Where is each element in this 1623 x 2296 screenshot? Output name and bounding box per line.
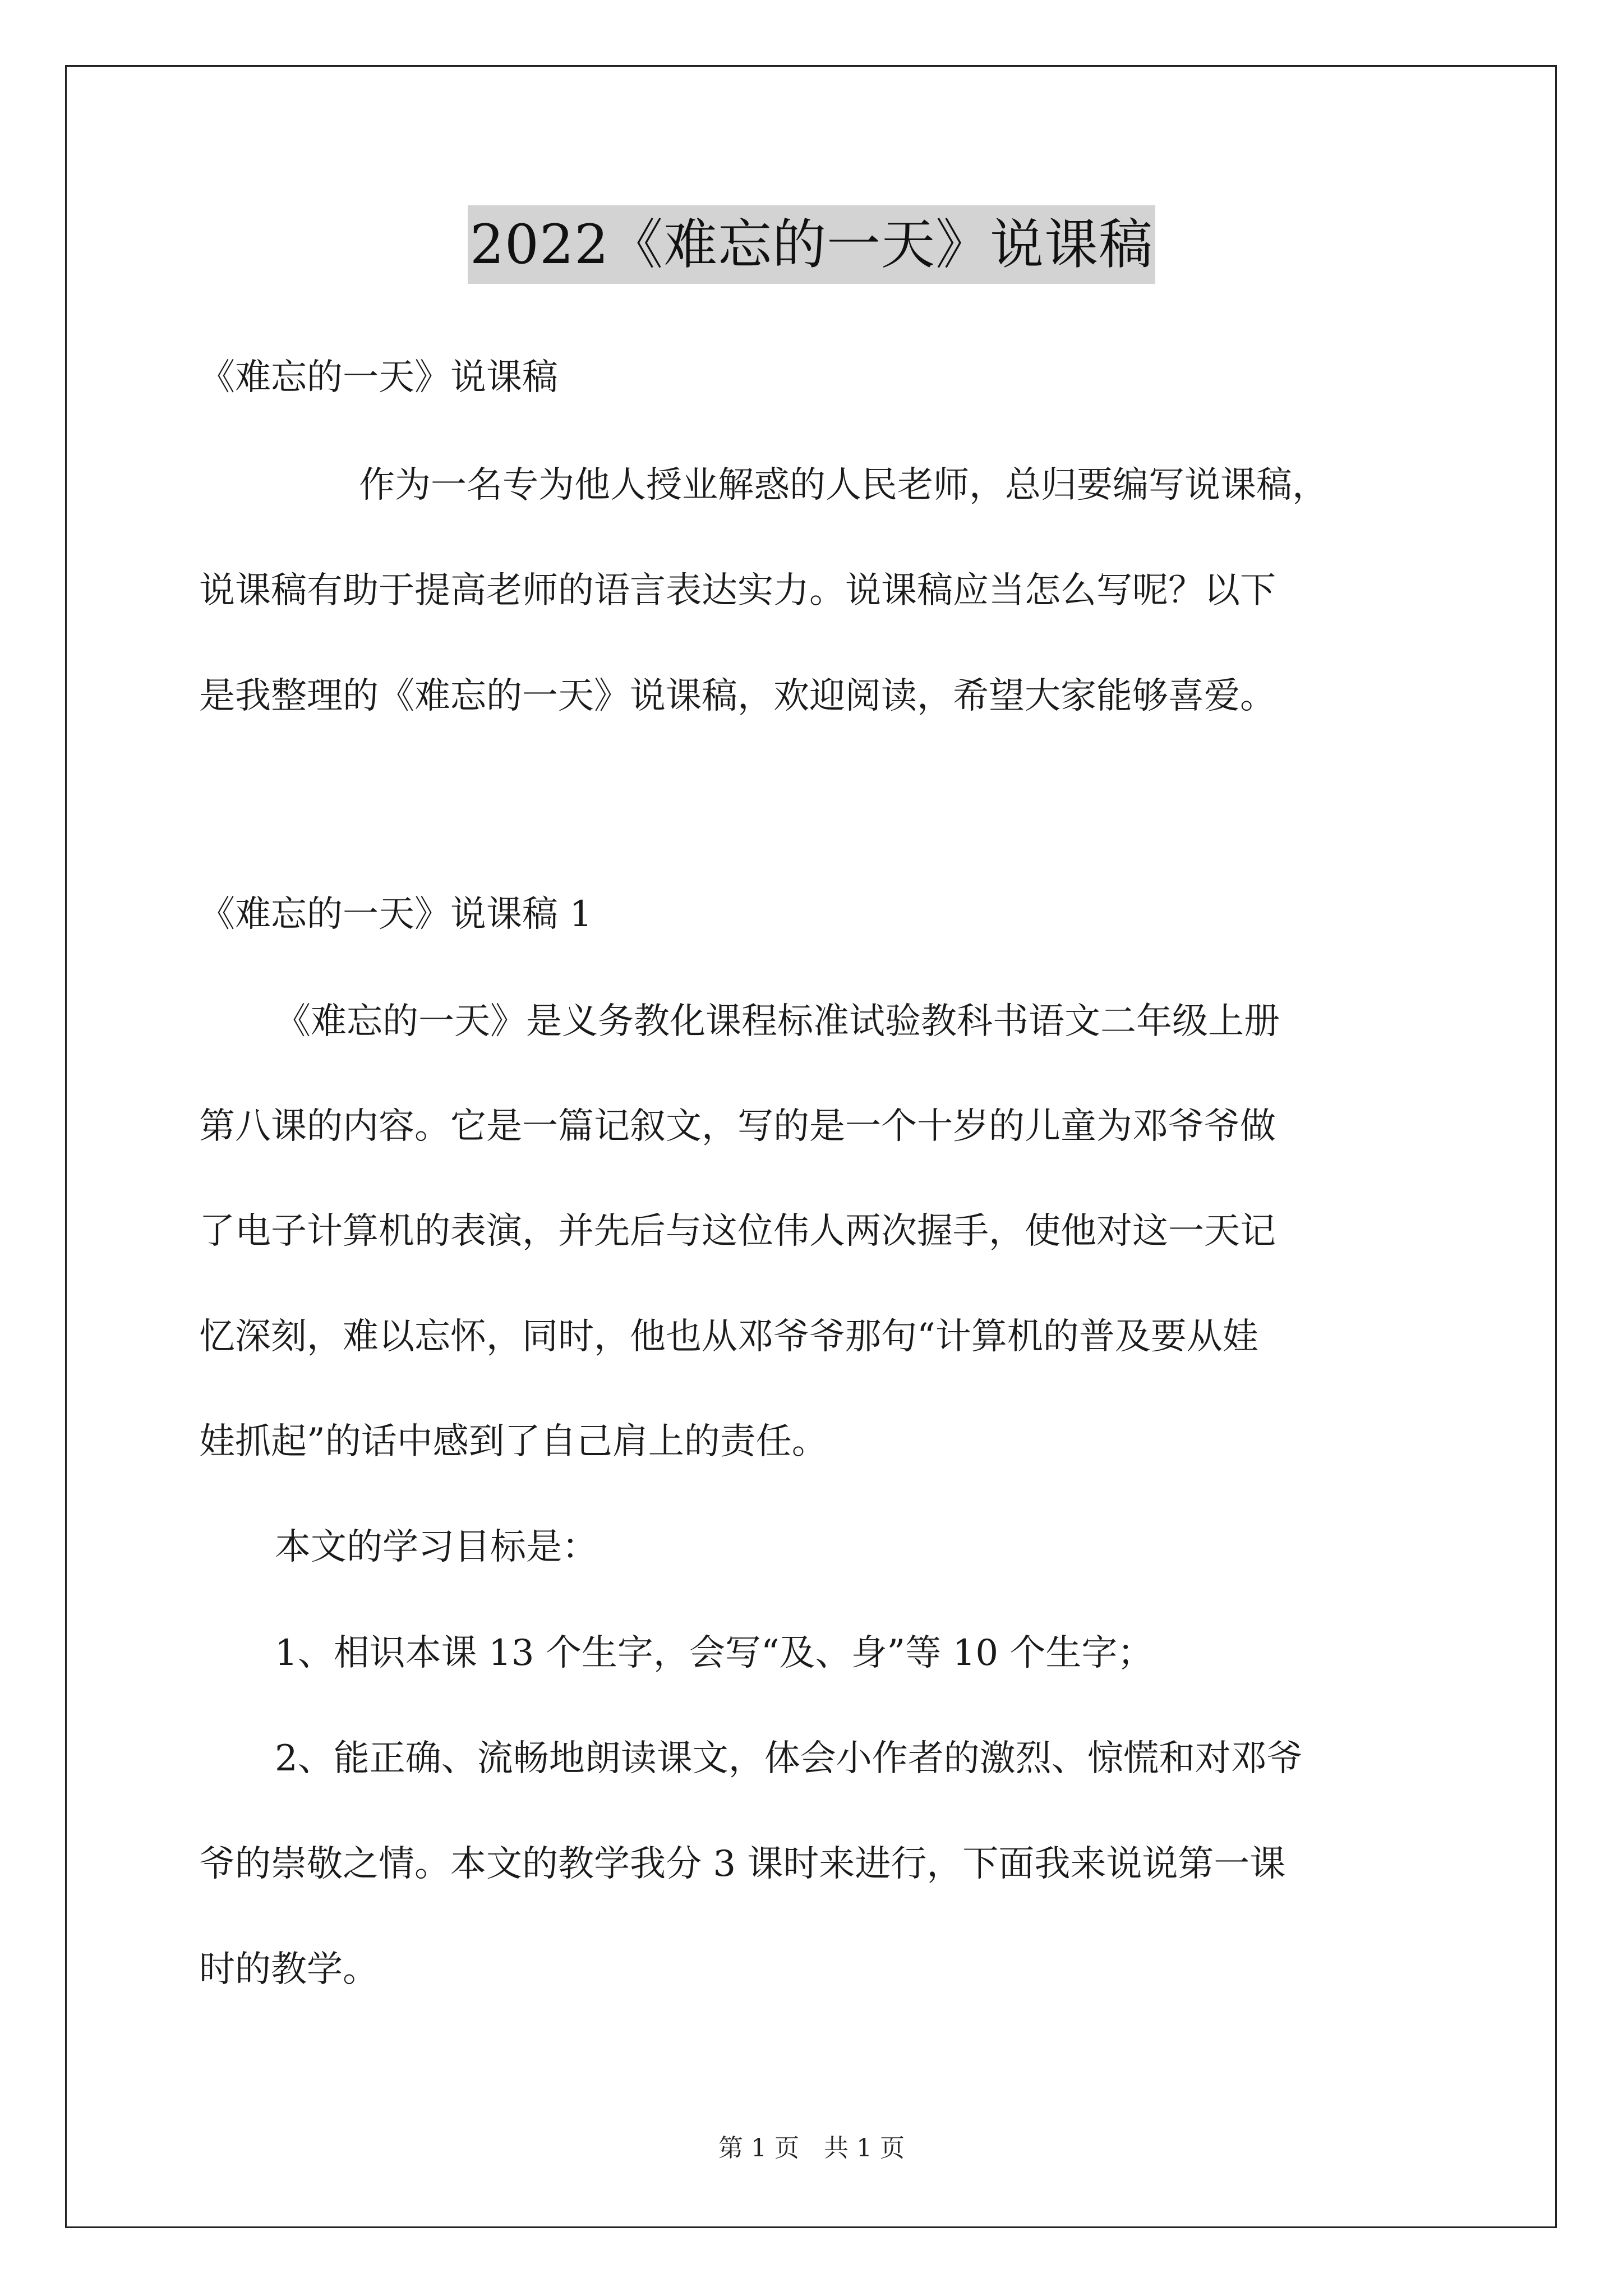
paragraph-line: 忆深刻，难以忘怀，同时，他也从邓爷爷那句“计算机的普及要从娃 [199,1316,1258,1358]
paragraph-line: 第八课的内容。它是一篇记叙文，写的是一个十岁的儿童为邓爷爷做 [199,1106,1276,1147]
goal-2-line: 时的教学。 [199,1949,379,1990]
goals-intro: 本文的学习目标是： [275,1526,598,1568]
subtitle: 《难忘的一天》说课稿 [199,357,558,398]
title-container [0,205,1623,284]
paragraph-line: 《难忘的一天》是义务教化课程标准试验教科书语文二年级上册 [275,1001,1280,1042]
page-footer: 第 1 页 共 1 页 [718,2134,905,2162]
paragraph-line: 娃抓起”的话中感到了自己肩上的责任。 [199,1421,828,1462]
intro-line-1: 作为一名专为他人授业解惑的人民老师，总归要编写说课稿， [359,464,1328,506]
intro-line-2: 说课稿有助于提高老师的语言表达实力。说课稿应当怎么写呢？以下 [199,570,1276,611]
goal-2-line: 2、能正确、流畅地朗读课文，体会小作者的激烈、惊慌和对邓爷 [275,1738,1303,1779]
intro-line-3: 是我整理的《难忘的一天》说课稿，欢迎阅读，希望大家能够喜爱。 [199,675,1276,717]
section-heading: 《难忘的一天》说课稿 1 [199,894,593,935]
paragraph-line: 了电子计算机的表演，并先后与这位伟人两次握手，使他对这一天记 [199,1211,1276,1252]
goal-2-line: 爷的崇敬之情。本文的教学我分 3 课时来进行，下面我来说说第一课 [199,1843,1286,1885]
document-title: 2022《难忘的一天》说课稿 [468,205,1155,284]
goal-1: 1、相识本课 13 个生字，会写“及、身”等 10 个生字； [275,1632,1154,1674]
